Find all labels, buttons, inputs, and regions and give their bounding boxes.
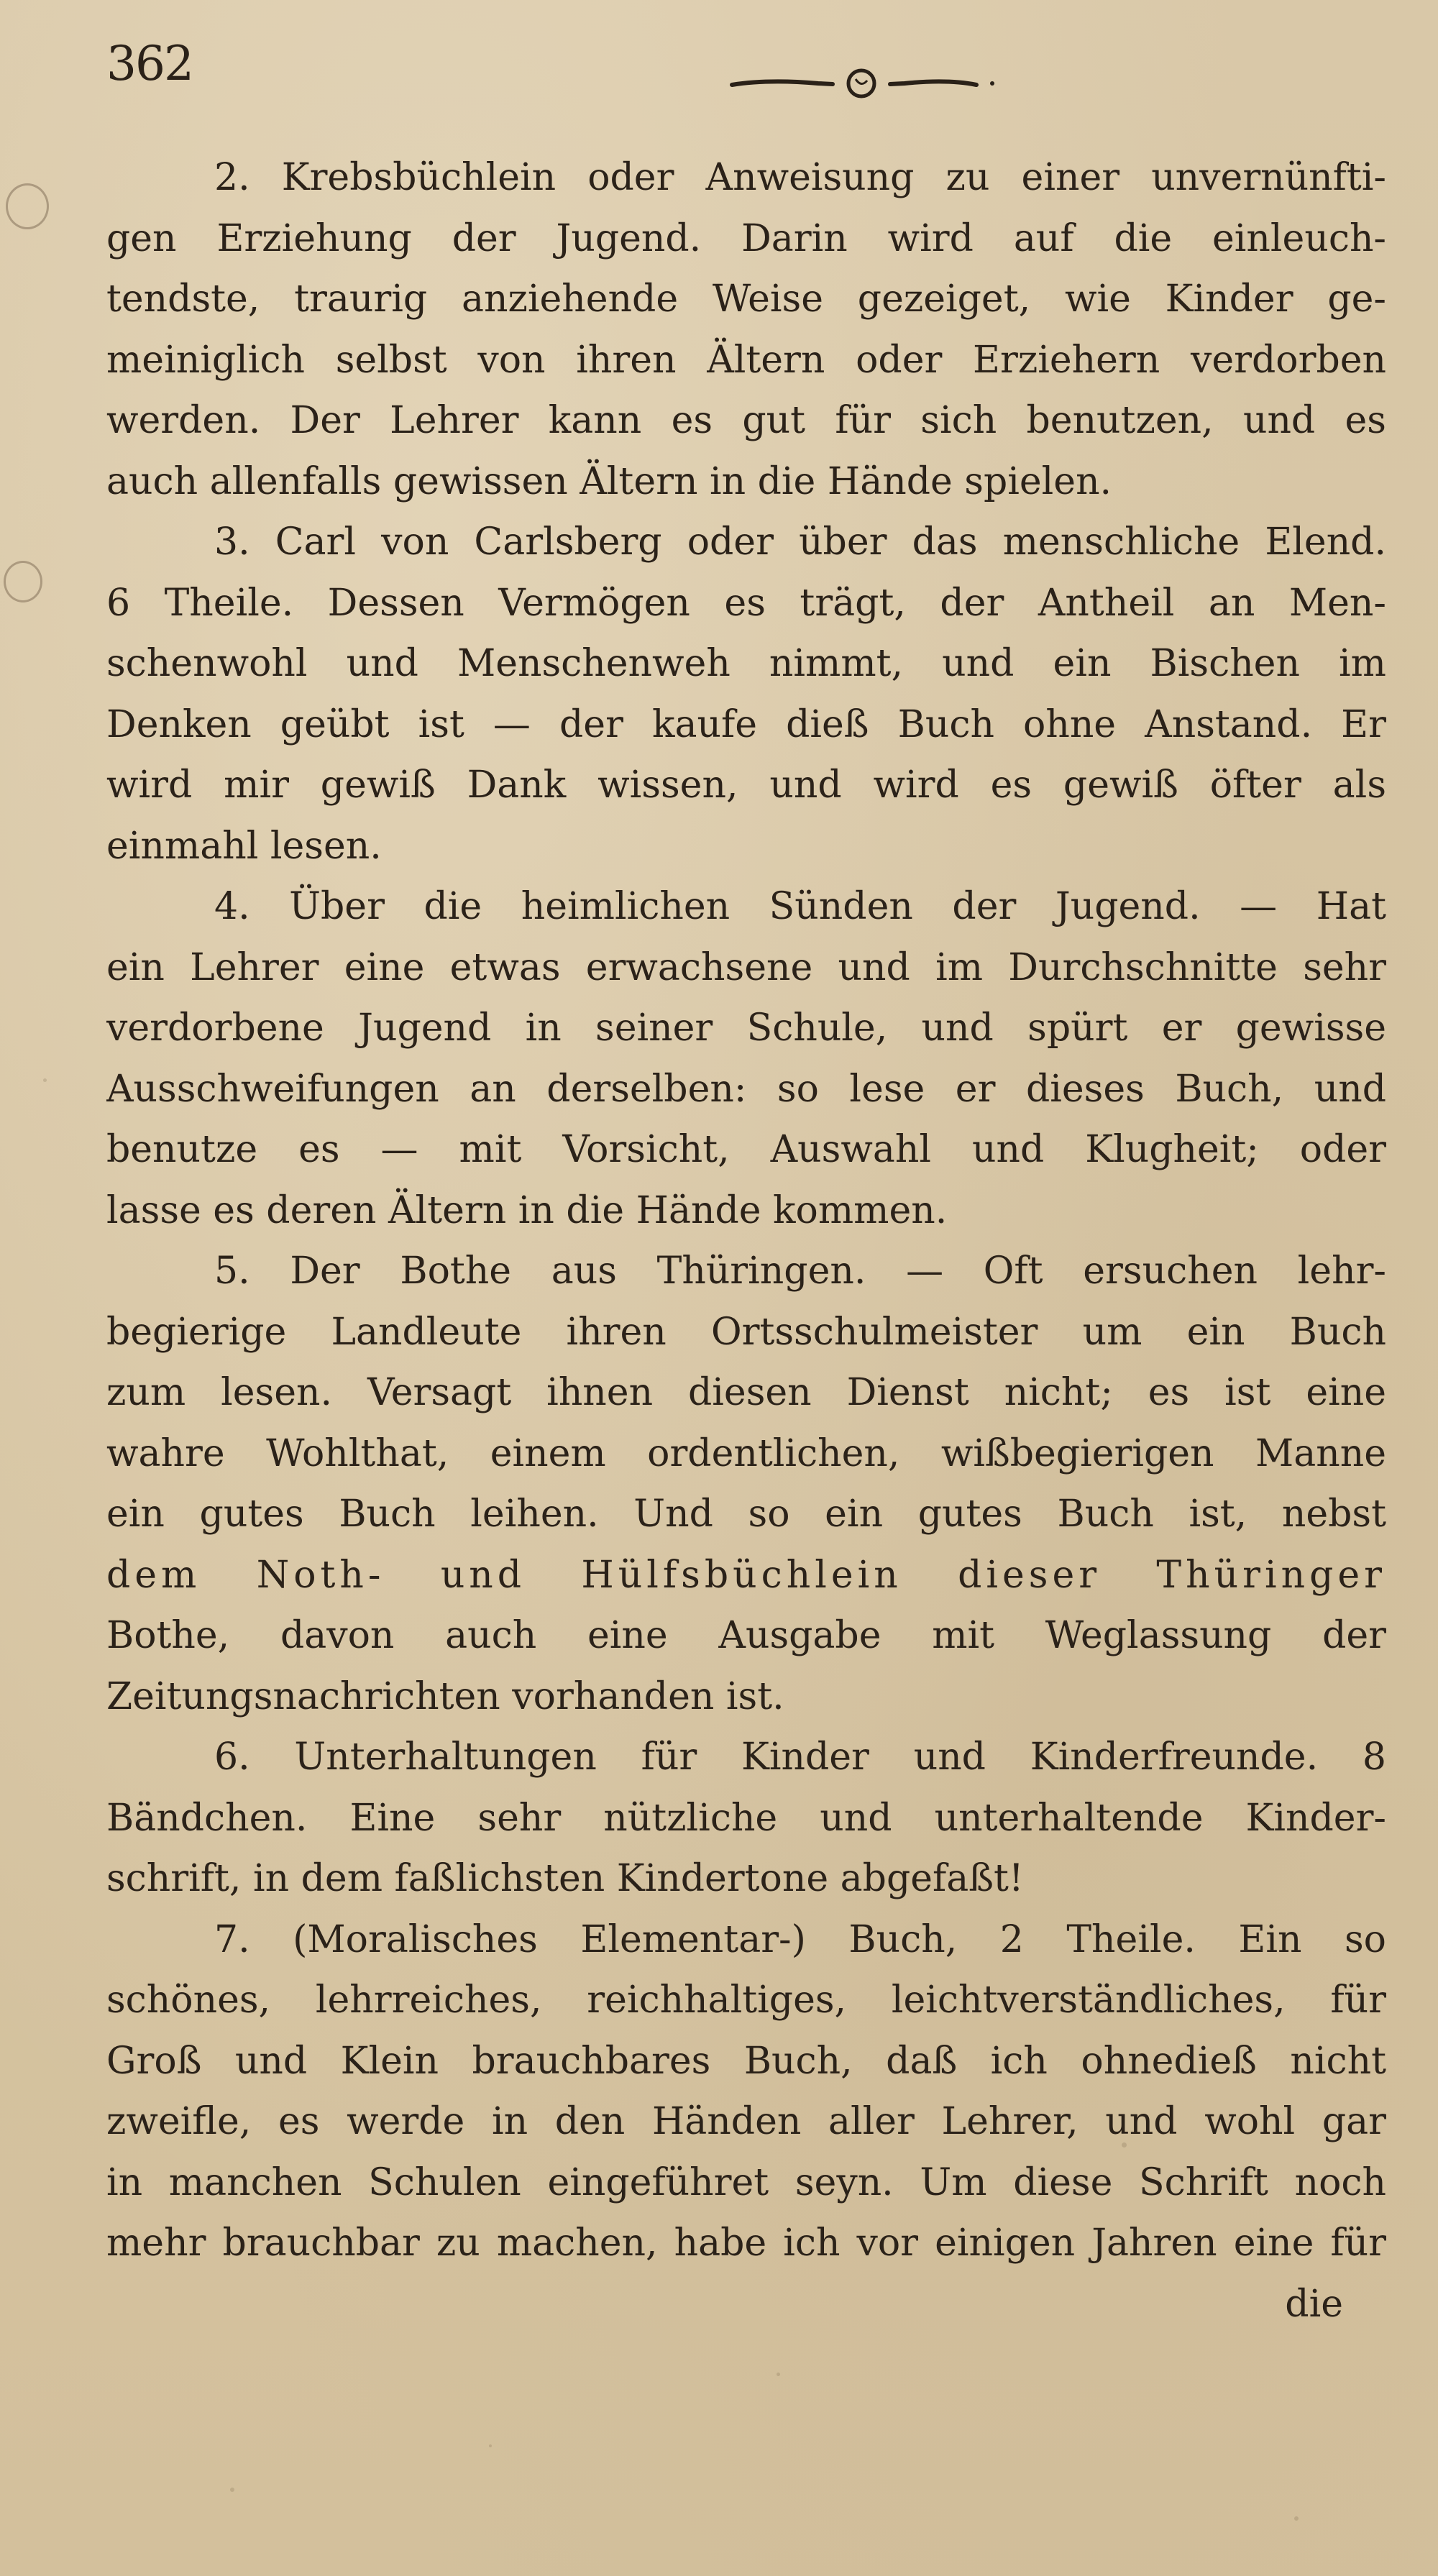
text-line: tendste, traurig anziehende Weise gezeiget, wie Kinder ge-: [106, 278, 1386, 321]
text-line: 2. Krebsbüchlein oder Anweisung zu einer unvernünfti-: [214, 156, 1386, 199]
paper-speck: [489, 2444, 492, 2447]
text-line: gen Erziehung der Jugend. Darin wird auf die einleuch-: [106, 216, 1386, 260]
text-line: Zeitungsnachrichten vorhanden ist.: [106, 1674, 784, 1718]
body-text: [106, 147, 1386, 2334]
text-line: zweifle, es werde in den Händen aller Lehrer, und wohl gar: [106, 2100, 1386, 2143]
text-line: mehr brauchbar zu machen, habe ich vor einigen Jahren eine für: [106, 2222, 1386, 2265]
text-line: in manchen Schulen eingeführet seyn. Um diese Schrift noch: [106, 2160, 1386, 2204]
margin-ring-mark: [4, 561, 42, 602]
catchword: die: [1285, 2282, 1343, 2326]
text-line: Denken geübt ist — der kaufe dieß Buch ohne Anstand. Er: [106, 702, 1386, 746]
text-line: 4. Über die heimlichen Sünden der Jugend. — Hat: [214, 885, 1386, 928]
text-line: auch allenfalls gewissen Ältern in die Hände spielen.: [106, 459, 1112, 503]
text-line: 7. (Moralisches Elementar-) Buch, 2 Theile. Ein so: [214, 1917, 1386, 1961]
text-line: Ausschweifungen an derselben: so lese er dieses Buch, und: [106, 1067, 1386, 1111]
paper-speck: [777, 2373, 780, 2376]
page-number: 362: [106, 36, 193, 91]
ornament-rule-icon: [725, 65, 998, 101]
margin-ring-mark: [6, 183, 49, 229]
text-line: verdorbene Jugend in seiner Schule, und spürt er gewisse: [106, 1007, 1386, 1050]
text-line: 6 Theile. Dessen Vermögen es trägt, der Antheil an Men-: [106, 581, 1386, 625]
text-line: zum lesen. Versagt ihnen diesen Dienst nicht; es ist eine: [106, 1371, 1386, 1414]
text-line: wird mir gewiß Dank wissen, und wird es gewiß öfter als: [106, 764, 1386, 807]
text-line: Groß und Klein brauchbares Buch, daß ich ohnedieß nicht: [106, 2039, 1386, 2083]
text-line: schenwohl und Menschenweh nimmt, und ein Bischen im: [106, 642, 1386, 685]
text-line: meiniglich selbst von ihren Ältern oder Erziehern verdorben: [106, 338, 1386, 382]
text-line: dem Noth- und Hülfsbüchlein dieser Thüringer: [106, 1553, 1386, 1597]
text-line: Bothe, davon auch eine Ausgabe mit Weglassung der: [106, 1614, 1386, 1657]
text-line: werden. Der Lehrer kann es gut für sich benutzen, und es: [106, 399, 1386, 442]
text-line: einmahl lesen.: [106, 824, 382, 868]
text-line: ein gutes Buch leihen. Und so ein gutes Buch ist, nebst: [106, 1493, 1386, 1536]
text-line: schönes, lehrreiches, reichhaltiges, leichtverständliches, für: [106, 1979, 1386, 2022]
text-line: lasse es deren Ältern in die Hände kommen.: [106, 1188, 948, 1232]
text-line: wahre Wohlthat, einem ordentlichen, wißbegierigen Manne: [106, 1431, 1386, 1475]
text-line: schrift, in dem faßlichsten Kindertone abgefaßt!: [106, 1857, 1024, 1900]
paper-speck: [230, 2488, 234, 2492]
text-line: Bändchen. Eine sehr nützliche und unterhaltende Kinder-: [106, 1796, 1386, 1840]
text-line: 5. Der Bothe aus Thüringen. — Oft ersuchen lehr-: [214, 1250, 1386, 1293]
text-line: 6. Unterhaltungen für Kinder und Kinderfreunde. 8: [214, 1736, 1386, 1779]
text-line: ein Lehrer eine etwas erwachsene und im Durchschnitte sehr: [106, 945, 1386, 989]
text-line: begierige Landleute ihren Ortsschulmeister um ein Buch: [106, 1310, 1386, 1354]
page-header: [106, 29, 1343, 115]
paper-speck: [43, 1078, 47, 1082]
text-line: benutze es — mit Vorsicht, Auswahl und Klugheit; oder: [106, 1128, 1386, 1171]
text-line: 3. Carl von Carlsberg oder über das menschliche Elend.: [214, 521, 1386, 564]
paper-speck: [1294, 2516, 1299, 2521]
